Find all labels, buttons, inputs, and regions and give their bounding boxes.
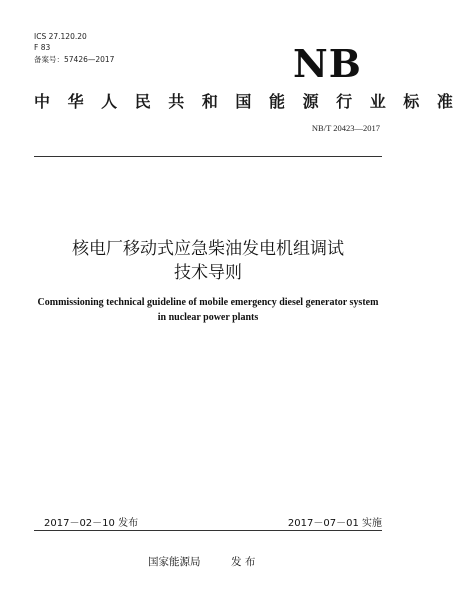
issue-label: 发 布 — [231, 556, 256, 568]
english-title-line1: Commissioning technical guideline of mobile emergency diesel generator system — [37, 297, 379, 308]
implementation-date: 2017－07－01 实施 — [287, 518, 382, 529]
footer-divider — [34, 530, 382, 531]
nb-logo: NB — [293, 41, 362, 86]
release-date: 2017－02－10 发布 — [44, 518, 139, 529]
header-divider — [34, 156, 382, 157]
standard-type-title: 中 华 人 民 共 和 国 能 源 行 业 标 准 — [34, 92, 459, 111]
english-title-line2: in nuclear power plants — [157, 312, 259, 323]
chinese-title-line1: 核电厂移动式应急柴油发电机组调试 — [72, 239, 344, 259]
standard-number: NB/T 20423—2017 — [311, 123, 380, 133]
filing-number: 备案号：57426—2017 — [34, 55, 115, 64]
ics-code: ICS 27.120.20 — [34, 32, 87, 41]
chinese-title-line2: 技术导则 — [174, 263, 242, 283]
issuing-authority: 国家能源局 — [148, 556, 201, 568]
category-code: F 83 — [34, 43, 51, 52]
